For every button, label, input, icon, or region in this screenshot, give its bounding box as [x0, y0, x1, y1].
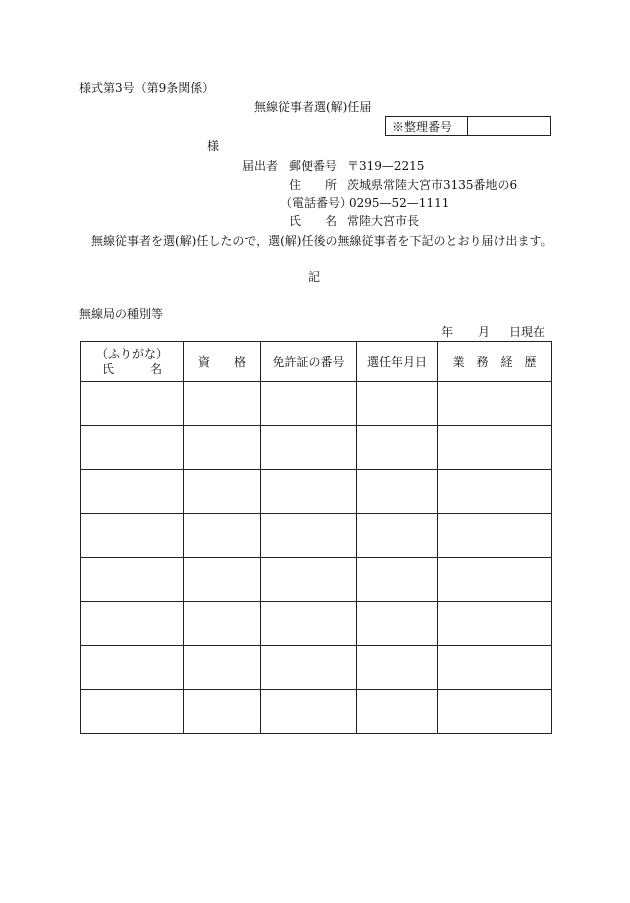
- name-label: 氏 名: [289, 214, 338, 228]
- personnel-table: [80, 341, 552, 734]
- table-cell[interactable]: [261, 558, 357, 602]
- table-row: [81, 690, 552, 734]
- table-cell[interactable]: [438, 602, 552, 646]
- header-qualification: 資 格: [184, 342, 261, 382]
- table-cell[interactable]: [261, 470, 357, 514]
- table-cell[interactable]: [81, 470, 184, 514]
- table-row: [81, 514, 552, 558]
- table-cell[interactable]: [357, 646, 438, 690]
- table-cell[interactable]: [184, 470, 261, 514]
- table-cell[interactable]: [438, 382, 552, 426]
- date-year: 年: [441, 325, 454, 339]
- form-number: 様式第3号（第9条関係）: [79, 81, 215, 95]
- table-cell[interactable]: [184, 382, 261, 426]
- table-cell[interactable]: [184, 514, 261, 558]
- header-work-history: 業 務 経 歴: [438, 342, 552, 382]
- addressee-sama: 様: [207, 139, 220, 153]
- table-cell[interactable]: [81, 382, 184, 426]
- table-cell[interactable]: [357, 470, 438, 514]
- table-cell[interactable]: [261, 602, 357, 646]
- table-cell[interactable]: [261, 382, 357, 426]
- table-cell[interactable]: [357, 426, 438, 470]
- date-day-suffix: 日現在: [509, 325, 546, 339]
- date-month: 月: [478, 325, 491, 339]
- table-cell[interactable]: [81, 690, 184, 734]
- table-cell[interactable]: [261, 426, 357, 470]
- table-cell[interactable]: [184, 690, 261, 734]
- phone-value: 0295—52—1111: [349, 196, 450, 210]
- table-cell[interactable]: [438, 558, 552, 602]
- header-shimei: 氏 名: [101, 361, 162, 376]
- ki-mark: 記: [308, 270, 321, 284]
- table-cell[interactable]: [261, 690, 357, 734]
- table-cell[interactable]: [438, 426, 552, 470]
- table-row: [81, 470, 552, 514]
- table-cell[interactable]: [438, 690, 552, 734]
- table-row: [81, 602, 552, 646]
- table-row: [81, 558, 552, 602]
- table-row: [81, 426, 552, 470]
- header-license-number: 免許証の番号: [261, 342, 357, 382]
- header-furigana: （ふりがな）: [95, 346, 168, 361]
- table-cell[interactable]: [81, 426, 184, 470]
- table-cell[interactable]: [81, 514, 184, 558]
- statement-text: 無線従事者を選(解)任したので，選(解)任後の無線従事者を下記のとおり届け出ます。: [91, 234, 553, 248]
- station-type-label: 無線局の種別等: [79, 307, 164, 321]
- table-cell[interactable]: [261, 514, 357, 558]
- header-appointment-date: 選任年月日: [357, 342, 438, 382]
- table-cell[interactable]: [357, 558, 438, 602]
- table-cell[interactable]: [184, 426, 261, 470]
- table-cell[interactable]: [357, 602, 438, 646]
- seiri-number-field[interactable]: [468, 117, 550, 135]
- table-cell[interactable]: [184, 646, 261, 690]
- address-label: 住 所: [289, 178, 338, 192]
- table-cell[interactable]: [81, 646, 184, 690]
- seiri-number-label: ※整理番号: [386, 117, 468, 135]
- address-value: 茨城県常陸大宮市3135番地の6: [347, 178, 518, 192]
- header-name: [81, 342, 184, 382]
- table-cell[interactable]: [357, 514, 438, 558]
- name-value: 常陸大宮市長: [347, 214, 420, 228]
- table-cell[interactable]: [357, 382, 438, 426]
- table-cell[interactable]: [438, 514, 552, 558]
- postal-value: 〒319—2215: [347, 159, 425, 173]
- table-cell[interactable]: [184, 602, 261, 646]
- table-cell[interactable]: [357, 690, 438, 734]
- postal-label: 郵便番号: [289, 159, 338, 173]
- table-cell[interactable]: [261, 646, 357, 690]
- phone-label: （電話番号）: [280, 196, 353, 210]
- table-row: [81, 646, 552, 690]
- table-cell[interactable]: [81, 558, 184, 602]
- table-cell[interactable]: [81, 602, 184, 646]
- table-header-row: [81, 342, 552, 382]
- table-row: [81, 382, 552, 426]
- table-cell[interactable]: [438, 470, 552, 514]
- table-cell[interactable]: [438, 646, 552, 690]
- notifier-label: 届出者: [242, 159, 279, 173]
- document-title: 無線従事者選(解)任届: [254, 100, 372, 114]
- seiri-number-box: [385, 116, 551, 136]
- table-cell[interactable]: [184, 558, 261, 602]
